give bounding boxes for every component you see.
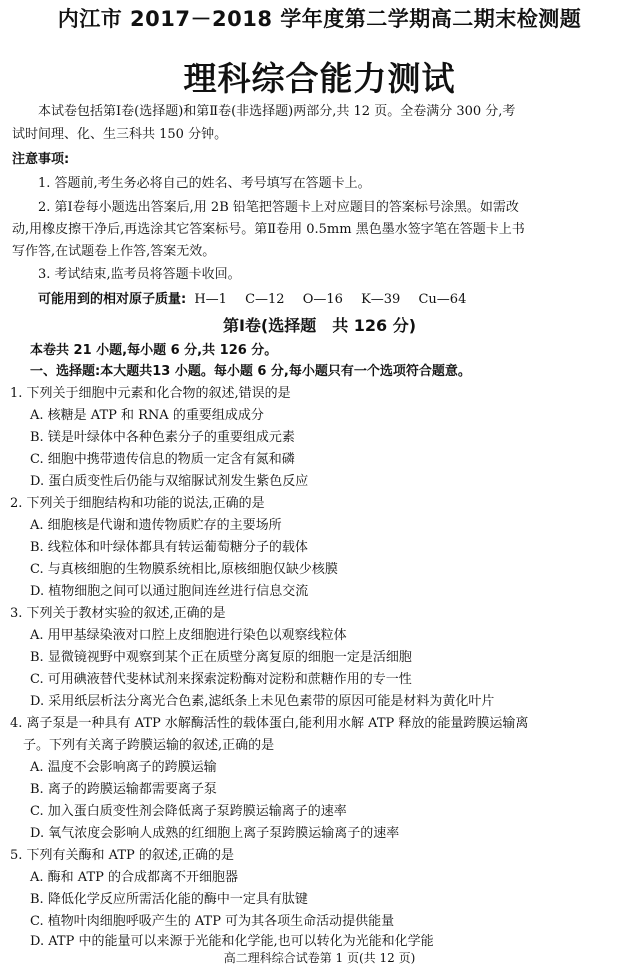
page-footer: 高二理科综合试卷第 1 页(共 12 页) <box>223 951 416 965</box>
intro-line-2: 试时间理、化、生三科共 150 分钟。 <box>12 127 228 142</box>
atomic-mass-item: Cu—64 <box>418 292 467 307</box>
question-option: C. 细胞中携带遗传信息的物质一定含有氮和磷 <box>30 452 295 467</box>
question-stem: 1. 下列关于细胞中元素和化合物的叙述,错误的是 <box>10 386 291 401</box>
question-stem: 3. 下列关于教材实验的叙述,正确的是 <box>10 606 226 621</box>
atomic-mass-item: H—1 <box>194 292 227 307</box>
question-stem: 4. 离子泵是一种具有 ATP 水解酶活性的载体蛋白,能利用水解 ATP 释放的能量跨膜运输离 <box>10 716 529 731</box>
notice-heading: 注意事项: <box>12 152 70 167</box>
section-title: 第Ⅰ卷(选择题 共 126 分) <box>222 316 417 335</box>
question-option: D. 植物细胞之间可以通过胞间连丝进行信息交流 <box>30 584 309 599</box>
notice-item: 动,用橡皮擦干净后,再选涂其它答案标号。第Ⅱ卷用 0.5mm 黑色墨水签字笔在答题卡上书 <box>12 222 525 237</box>
question-option: A. 核糖是 ATP 和 RNA 的重要组成成分 <box>30 408 264 423</box>
question-option: A. 酶和 ATP 的合成都离不开细胞器 <box>30 870 239 885</box>
notice-item: 2. 第Ⅰ卷每小题选出答案后,用 2B 铅笔把答题卡上对应题目的答案标号涂黑。如需改 <box>38 200 519 215</box>
question-option: A. 细胞核是代谢和遗传物质贮存的主要场所 <box>30 518 282 533</box>
question-option: A. 用甲基绿染液对口腔上皮细胞进行染色以观察线粒体 <box>30 628 347 643</box>
question-option: D. ATP 中的能量可以来源于光能和化学能,也可以转化为光能和化学能 <box>30 934 434 949</box>
question-option: D. 蛋白质变性后仍能与双缩脲试剂发生紫色反应 <box>30 474 309 489</box>
question-option: D. 采用纸层析法分离光合色素,滤纸条上未见色素带的原因可能是材料为黄化叶片 <box>30 694 495 709</box>
question-option: B. 离子的跨膜运输都需要离子泵 <box>30 782 217 797</box>
question-stem: 2. 下列关于细胞结构和功能的说法,正确的是 <box>10 496 265 511</box>
question-stem: 5. 下列有关酶和 ATP 的叙述,正确的是 <box>10 848 235 863</box>
question-option: B. 显微镜视野中观察到某个正在质壁分离复原的细胞一定是活细胞 <box>30 650 412 665</box>
exam-subtitle: 理科综合能力测试 <box>183 59 456 98</box>
question-option: C. 与真核细胞的生物膜系统相比,原核细胞仅缺少核膜 <box>30 562 338 577</box>
question-option: C. 加入蛋白质变性剂会降低离子泵跨膜运输离子的速率 <box>30 804 347 819</box>
question-option: B. 降低化学反应所需活化能的酶中一定具有肽键 <box>30 892 308 907</box>
exam-title: 内江市 2017－2018 学年度第二学期高二期末检测题 <box>57 7 582 31</box>
atomic-mass-label: 可能用到的相对原子质量: <box>38 292 187 307</box>
question-stem: 子。下列有关离子跨膜运输的叙述,正确的是 <box>10 738 275 753</box>
atomic-mass-item: C—12 <box>245 292 285 307</box>
part-heading: 一、选择题:本大题共13 小题。每小题 6 分,每小题只有一个选项符合题意。 <box>30 364 471 379</box>
question-option: B. 镁是叶绿体中各种色素分子的重要组成元素 <box>30 430 295 445</box>
question-option: C. 植物叶肉细胞呼吸产生的 ATP 可为其各项生命活动提供能量 <box>30 914 395 929</box>
notice-item: 3. 考试结束,监考员将答题卡收回。 <box>38 267 241 282</box>
atomic-mass-item: O—16 <box>302 292 343 307</box>
question-option: C. 可用碘液替代斐林试剂来探索淀粉酶对淀粉和蔗糖作用的专一性 <box>30 672 412 687</box>
notice-item: 1. 答题前,考生务必将自己的姓名、考号填写在答题卡上。 <box>38 176 371 191</box>
section-summary: 本卷共 21 小题,每小题 6 分,共 126 分。 <box>30 343 278 358</box>
question-option: A. 温度不会影响离子的跨膜运输 <box>30 760 217 775</box>
question-option: D. 氧气浓度会影响人成熟的红细胞上离子泵跨膜运输离子的速率 <box>30 826 400 841</box>
notice-item: 写作答,在试题卷上作答,答案无效。 <box>12 244 216 259</box>
intro-line-1: 本试卷包括第Ⅰ卷(选择题)和第Ⅱ卷(非选择题)两部分,共 12 页。全卷满分 300 分,考 <box>38 104 516 119</box>
question-option: B. 线粒体和叶绿体都具有转运葡萄糖分子的载体 <box>30 540 308 555</box>
atomic-mass-item: K—39 <box>361 292 401 307</box>
atomic-mass-line <box>38 290 480 310</box>
